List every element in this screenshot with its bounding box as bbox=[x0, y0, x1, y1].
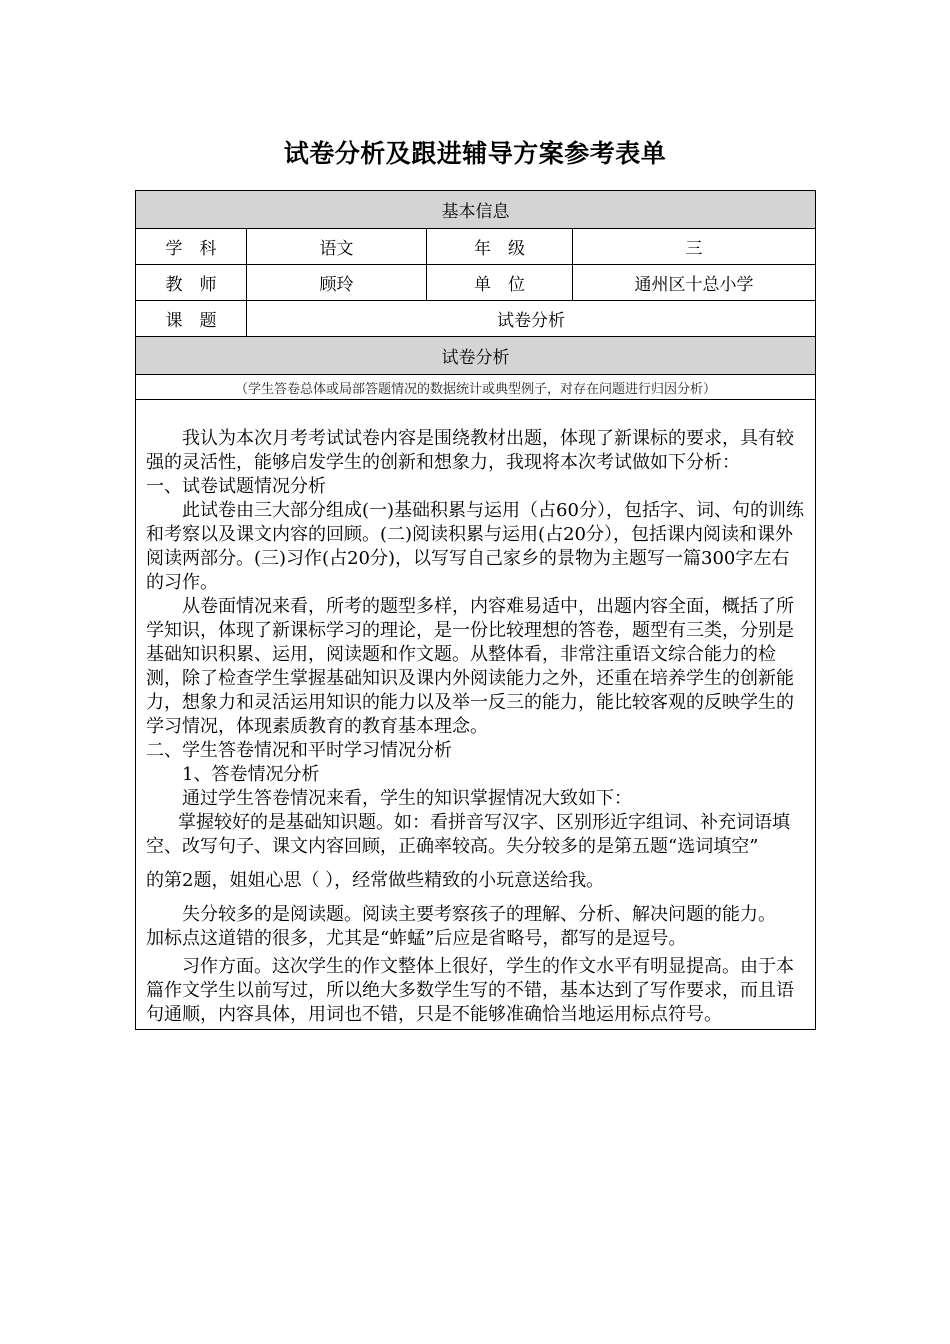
topic-label: 课 题 bbox=[136, 301, 247, 337]
subject-label: 学 科 bbox=[136, 229, 247, 265]
teacher-value: 顾玲 bbox=[247, 265, 427, 301]
teacher-label: 教 师 bbox=[136, 265, 247, 301]
basic-info-header: 基本信息 bbox=[136, 191, 816, 229]
analysis-form-table bbox=[135, 190, 816, 1030]
subject-value: 语文 bbox=[247, 229, 427, 265]
paragraph-reading: 失分较多的是阅读题。阅读主要考察孩子的理解、分析、解决问题的能力。 bbox=[182, 904, 776, 925]
info-row-subject bbox=[136, 229, 816, 265]
info-row-teacher bbox=[136, 265, 816, 301]
page-title: 试卷分析及跟进辅导方案参考表单 bbox=[283, 139, 667, 168]
analysis-body bbox=[136, 400, 816, 1030]
analysis-note: （学生答卷总体或局部答题情况的数据统计或典型例子，对存在问题进行归因分析） bbox=[136, 375, 816, 400]
paragraph-overview: 从卷面情况来看，所考的题型多样，内容难易适中，出题内容全面，概括了所学知识，体现了新课标学习的理论，是一份比较理想的答卷，题型有三类，分别是基础知识积累、运用，阅读题和作文题。从整体看，非常注重语文综合能力的检测，除了检查学生掌握基础知识及课内外阅读能力之外，还重在培养学生的创新能力，想象力和灵活运用知识的能力以及举一反三的能力，能比较客观的反映学生的学习情况，体现素质教育的教育基本理念。 bbox=[146, 596, 794, 737]
paragraph-punctuation: 加标点这道错的很多，尤其是“蚱蜢”后应是省略号，都写的是逗号。 bbox=[146, 928, 687, 949]
unit-label: 单 位 bbox=[427, 265, 573, 301]
paragraph-structure: 此试卷由三大部分组成(一)基础积累与运用（占60分），包括字、词、句的训练和考察以及课文内容的回顾。(二)阅读积累与运用(占20分），包括课内阅读和课外阅读两部分。(三)习作(占20分)，以写写自己家乡的景物为主题写一篇300字左右的习作。 bbox=[146, 500, 804, 593]
grade-label: 年 级 bbox=[427, 229, 573, 265]
analysis-header: 试卷分析 bbox=[136, 337, 816, 375]
section-heading-2: 二、学生答卷情况和平时学习情况分析 bbox=[146, 740, 452, 761]
subsection-heading-1: 1、答卷情况分析 bbox=[182, 764, 320, 785]
topic-value: 试卷分析 bbox=[247, 301, 816, 337]
paragraph-writing: 习作方面。这次学生的作文整体上很好，学生的作文水平有明显提高。由于本篇作文学生以前写过，所以绝大多数学生写的不错，基本达到了写作要求，而且语句通顺，内容具体，用词也不错，只是不能够准确恰当地运用标点符号。 bbox=[146, 956, 794, 1025]
section-heading-1: 一、试卷试题情况分析 bbox=[146, 476, 326, 497]
paragraph-basics: 掌握较好的是基础知识题。如：看拼音写汉字、区别形近字组词、补充词语填空、改写句子、课文内容回顾，正确率较高。失分较多的是第五题“选词填空” bbox=[146, 812, 790, 857]
paragraph-summary: 通过学生答卷情况来看，学生的知识掌握情况大致如下： bbox=[182, 788, 632, 809]
info-row-topic bbox=[136, 301, 816, 337]
grade-value: 三 bbox=[573, 229, 816, 265]
paragraph-intro: 我认为本次月考考试试卷内容是围绕教材出题，体现了新课标的要求，具有较强的灵活性，能够启发学生的创新和想象力，我现将本次考试做如下分析： bbox=[146, 428, 794, 473]
unit-value: 通州区十总小学 bbox=[573, 265, 816, 301]
paragraph-example: 的第2题，姐姐心思（ ），经常做些精致的小玩意送给我。 bbox=[146, 870, 605, 891]
